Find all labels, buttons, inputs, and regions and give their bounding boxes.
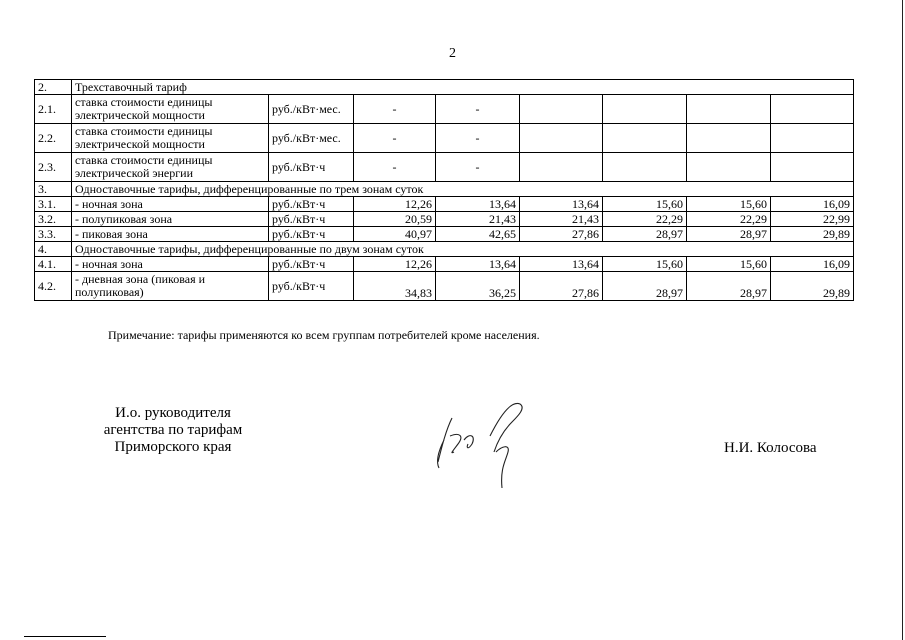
signer-title-line: агентства по тарифам	[103, 422, 243, 438]
value-cell: 20,59	[354, 212, 436, 227]
row-name: ставка стоимости единицы электрической мощности	[72, 124, 269, 153]
section-row	[35, 182, 854, 197]
signer-title-line: Приморского края	[114, 439, 232, 455]
value-cell: 21,43	[520, 212, 603, 227]
value-cell: -	[354, 95, 436, 124]
table-row	[35, 95, 854, 124]
value-cell: 22,29	[603, 212, 687, 227]
value-cell: -	[436, 95, 520, 124]
row-unit: руб./кВт·ч	[269, 197, 354, 212]
section-title: Одноставочные тарифы, дифференцированные по трем зонам суток	[72, 182, 854, 197]
row-unit: руб./кВт·ч	[269, 212, 354, 227]
value-cell: 28,97	[687, 272, 771, 301]
value-cell: 27,86	[520, 272, 603, 301]
signer-title	[78, 405, 268, 456]
value-cell	[520, 153, 603, 182]
value-cell	[603, 124, 687, 153]
value-cell	[687, 95, 771, 124]
table-row	[35, 227, 854, 242]
value-cell: -	[436, 153, 520, 182]
value-cell: 36,25	[436, 272, 520, 301]
section-row	[35, 80, 854, 95]
value-cell: 16,09	[771, 257, 854, 272]
value-cell: 27,86	[520, 227, 603, 242]
row-name: ставка стоимости единицы электрической энергии	[72, 153, 269, 182]
row-unit: руб./кВт·ч	[269, 227, 354, 242]
signer-title-line: И.о. руководителя	[115, 405, 231, 421]
value-cell: 28,97	[603, 227, 687, 242]
signer-name: Н.И. Колосова	[724, 440, 817, 456]
value-cell: 34,83	[354, 272, 436, 301]
row-number: 3.3.	[35, 227, 72, 242]
table-row	[35, 153, 854, 182]
value-cell: 40,97	[354, 227, 436, 242]
section-title: Трехставочный тариф	[72, 80, 854, 95]
value-cell: 15,60	[603, 257, 687, 272]
row-name: - дневная зона (пиковая и полупиковая)	[72, 272, 269, 301]
value-cell	[687, 124, 771, 153]
row-name: - ночная зона	[72, 257, 269, 272]
note: Примечание: тарифы применяются ко всем группам потребителей кроме населения.	[108, 328, 540, 342]
value-cell	[603, 153, 687, 182]
row-unit: руб./кВт·ч	[269, 257, 354, 272]
value-cell	[771, 153, 854, 182]
value-cell: 29,89	[771, 272, 854, 301]
value-cell: -	[354, 124, 436, 153]
value-cell: -	[354, 153, 436, 182]
row-number: 4.1.	[35, 257, 72, 272]
value-cell: 22,29	[687, 212, 771, 227]
value-cell: 42,65	[436, 227, 520, 242]
row-number: 2.	[35, 80, 72, 95]
value-cell: 22,99	[771, 212, 854, 227]
value-cell: 21,43	[436, 212, 520, 227]
section-row	[35, 242, 854, 257]
value-cell	[603, 95, 687, 124]
section-title: Одноставочные тарифы, дифференцированные по двум зонам суток	[72, 242, 854, 257]
row-name: - полупиковая зона	[72, 212, 269, 227]
row-name: - пиковая зона	[72, 227, 269, 242]
row-number: 4.	[35, 242, 72, 257]
value-cell: 28,97	[603, 272, 687, 301]
value-cell	[520, 124, 603, 153]
row-unit: руб./кВт·ч	[269, 153, 354, 182]
value-cell: -	[436, 124, 520, 153]
value-cell: 13,64	[436, 257, 520, 272]
value-cell: 12,26	[354, 257, 436, 272]
page-number: 2	[449, 46, 456, 61]
value-cell	[687, 153, 771, 182]
value-cell: 29,89	[771, 227, 854, 242]
table-row	[35, 197, 854, 212]
scan-edge	[902, 0, 903, 640]
value-cell: 12,26	[354, 197, 436, 212]
value-cell	[520, 95, 603, 124]
value-cell: 15,60	[687, 197, 771, 212]
value-cell: 13,64	[520, 197, 603, 212]
value-cell: 13,64	[520, 257, 603, 272]
row-number: 2.3.	[35, 153, 72, 182]
value-cell	[771, 95, 854, 124]
signature	[430, 396, 530, 496]
value-cell: 15,60	[603, 197, 687, 212]
row-number: 3.1.	[35, 197, 72, 212]
footer-rule	[24, 636, 106, 637]
row-number: 3.	[35, 182, 72, 197]
value-cell: 16,09	[771, 197, 854, 212]
row-name: ставка стоимости единицы электрической мощности	[72, 95, 269, 124]
value-cell	[771, 124, 854, 153]
row-number: 3.2.	[35, 212, 72, 227]
table-row	[35, 124, 854, 153]
table-row	[35, 272, 854, 301]
row-number: 2.1.	[35, 95, 72, 124]
value-cell: 15,60	[687, 257, 771, 272]
value-cell: 13,64	[436, 197, 520, 212]
row-name: - ночная зона	[72, 197, 269, 212]
row-unit: руб./кВт·ч	[269, 272, 354, 301]
row-number: 2.2.	[35, 124, 72, 153]
row-number: 4.2.	[35, 272, 72, 301]
row-unit: руб./кВт·мес.	[269, 124, 354, 153]
row-unit: руб./кВт·мес.	[269, 95, 354, 124]
table-row	[35, 257, 854, 272]
value-cell: 28,97	[687, 227, 771, 242]
tariff-table	[34, 79, 854, 301]
table-row	[35, 212, 854, 227]
